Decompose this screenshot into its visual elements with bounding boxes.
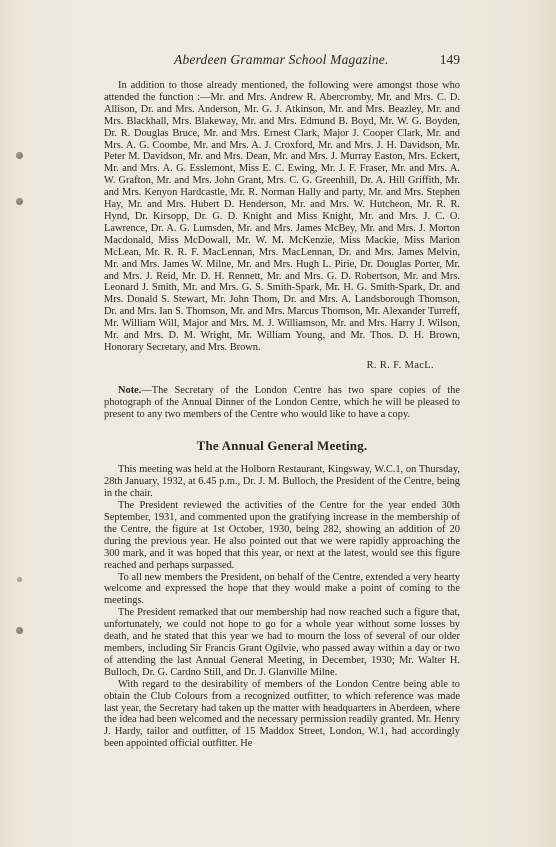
agm-paragraph: The President remarked that our membership had now reached such a figure that, unfortunately, we could not hope to go for a whole year without some losses by death, and he stated that this year we had to mourn the loss of several of our older members, including Sir Francis Grant Ogilvie, who passed away within a day or two of attending the last Annual General Meeting, in December, 1930; Mr. Walter H. Bulloch, Dr. G. Cardno Still, and Dr. J. Glanville Milne. [104,607,460,678]
binding-hole-mark [16,152,23,159]
agm-paragraph: To all new members the President, on behalf of the Centre, extended a very hearty welcome and expressed the hope that they would make a point of coming to the meetings. [104,571,460,607]
note-paragraph [104,385,460,421]
note-text: —The Secretary of the London Centre has two spare copies of the photograph of the Annual Dinner of the London Centre, which he will be pleased to present to any two members of the Centre who would like to have a copy. [104,384,460,420]
binding-hole-mark [17,577,22,582]
agm-paragraph: This meeting was held at the Holborn Restaurant, Kingsway, W.C.1, on Thursday, 28th January, 1932, at 6.45 p.m., Dr. J. M. Bulloch, the President of the Centre, being in the chair. [104,464,460,500]
page-header [104,52,460,72]
note-label: Note. [118,384,142,396]
agm-paragraph: The President reviewed the activities of the Centre for the year ended 30th September, 1931, and commented upon the gratifying increase in the membership of the Centre, the figure at 1st October, 1930, being 282, showing an addition of 20 during the previous year. He also pointed out that we were rapidly approaching the 300 mark, and it was hoped that this year, or next at the latest, would see this figure reached and perhaps surpassed. [104,500,460,571]
page-number: 149 [439,52,460,67]
binding-hole-mark [16,198,23,205]
running-title: Aberdeen Grammar School Magazine. [174,52,389,67]
attendees-paragraph: In addition to those already mentioned, the following were amongst those who attended the function :—Mr. and Mrs. Andrew R. Abercromby, Mr. and Mrs. C. D. Allison, Dr. and Mrs. Anderson, Mr. G. J. Atkinson, Mr. and Mrs. Beazley, Mr. and Mrs. Blackhall, Mrs. Blakeway, Mr. and Mrs. Edmund B. Boyd, Mr. W. G. Boyden, Dr. R. Douglas Bruce, Mr. and Mrs. Ernest Clark, Major J. Cooper Clark, Mr. and Mrs. A. G. Coombe, Mr. and Mrs. A. J. Croxford, Mr. and Mrs. J. H. Davidson, Mr. Peter M. Davidson, Mr. and Mrs. Dean, Mr. and Mrs. J. Murray Easton, Mrs. Eckert, Mr. and Mrs. A. G. Esslemont, Miss E. C. Ewing, Mr. J. F. Fraser, Mr. and Mrs. A. W. Grafton, Mr. and Mrs. John Grant, Mrs. C. G. Greenhill, Dr. A. Hill Griffith, Mr. and Mrs. Kenyon Hardcastle, Mr. R. Norman Hally and party, Mr. and Mrs. Stephen Hay, Mr. and Mrs. Hubert D. Henderson, Mr. and Mrs. W. Hutcheon, Mr. R. R. Hynd, Dr. Kirsopp, Dr. G. D. Knight and Miss Knight, Mr. and Mrs. J. C. O. Lawrence, Dr. A. G. Lumsden, Mr. and Mrs. James McBey, Mr. and Mrs. J. Morton Macdonald, Miss McDowall, Mr. W. M. McKenzie, Miss Mackie, Miss Marion McLean, Mr. R. R. F. MacLennan, Mrs. MacLennan, Dr. and Mrs. James Melvin, Mr. and Mrs. James W. Milne, Mr. and Mrs. Hugh L. Pirie, Dr. Douglas Porter, Mr. and Mrs. J. Reid, Mr. D. H. Rennett, Mr. and Mrs. G. D. Robertson, Mr. and Mrs. Leonard J. Smith, Mr. and Mrs. G. S. Smith-Spark, Mr. H. G. Smith-Spark, Dr. and Mrs. Donald S. Stewart, Mr. John Thom, Dr. and Mrs. A. Landsborough Thomson, Dr. and Mrs. Ian S. Thomson, Mr. and Mrs. Marcus Thomson, Mr. Alexander Turreff, Mr. William Will, Major and Mrs. M. J. Williamson, Mr. and Mrs. Harry J. Wilson, Mr. and Mrs. D. M. Wright, Mr. William Young, and Mr. Thos. D. H. Brown, Honorary Secretary, and Mrs. Brown. [104,80,460,353]
article-body [104,80,460,750]
author-signature: R. R. F. MacL. [366,359,434,371]
agm-paragraph: With regard to the desirability of members of the London Centre being able to obtain the Club Colours from a recognized outfitter, to which reference was made last year, the Secretary had taken up the matter with headquarters in Aberdeen, where the idea had been welcomed and the necessary permission readily granted. Mr. Henry J. Hardy, tailor and outfitter, of 15 Maddox Street, London, W.1, had accordingly been appointed official outfitter. He [104,678,460,750]
section-heading: The Annual General Meeting. [196,438,368,454]
binding-hole-mark [16,627,23,634]
